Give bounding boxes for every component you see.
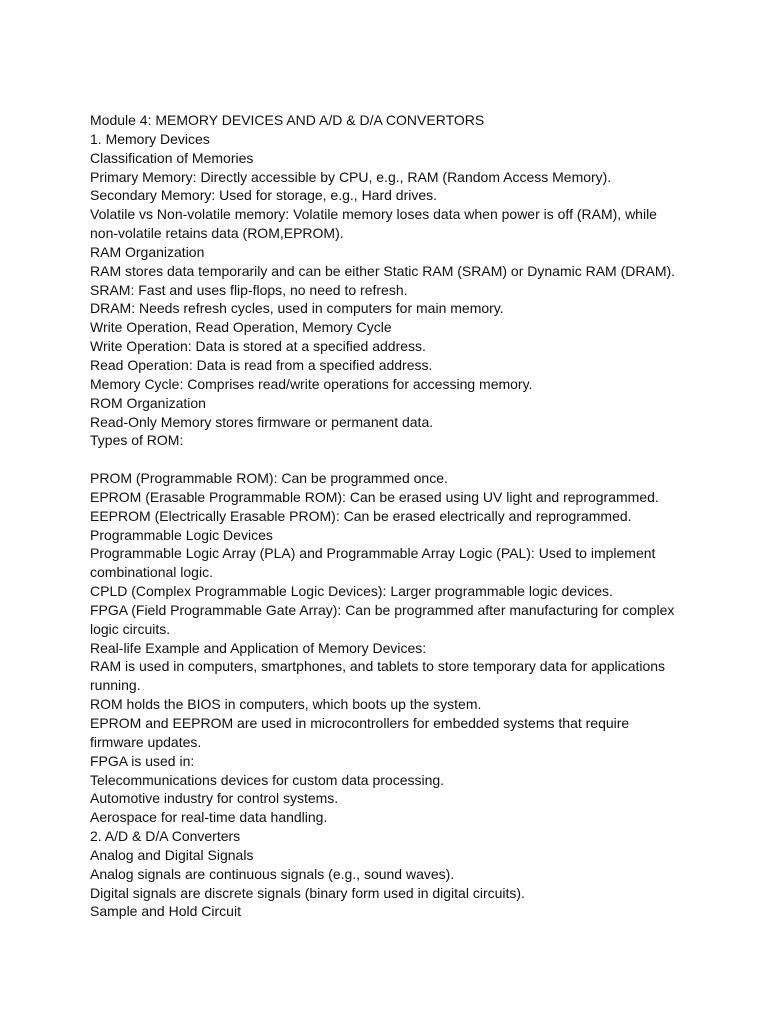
subsection-heading: Sample and Hold Circuit bbox=[90, 903, 241, 920]
subsection-heading: Analog and Digital Signals bbox=[90, 846, 254, 863]
text-line: Automotive industry for control systems. bbox=[90, 790, 339, 807]
text-line: Primary Memory: Directly accessible by CPU, e.g., RAM (Random Access Memory). bbox=[90, 168, 612, 185]
document-title: Module 4: MEMORY DEVICES AND A/D & D/A CONVERTORS bbox=[90, 112, 485, 128]
text-line: PROM (Programmable ROM): Can be programmed once. bbox=[90, 470, 448, 487]
text-line: FPGA is used in: bbox=[90, 752, 195, 769]
text-line: EPROM and EEPROM are used in microcontrollers for embedded systems that require firmware updates. bbox=[90, 715, 630, 750]
section-heading: 2. A/D & D/A Converters bbox=[90, 828, 241, 845]
subsection-heading: Write Operation, Read Operation, Memory Cycle bbox=[90, 319, 392, 336]
text-line: SRAM: Fast and uses flip-flops, no need to refresh. bbox=[90, 281, 408, 298]
text-line: RAM is used in computers, smartphones, and tablets to store temporary data for applications running. bbox=[90, 658, 666, 694]
text-line: Write Operation: Data is stored at a specified address. bbox=[90, 338, 426, 355]
text-line: FPGA (Field Programmable Gate Array): Can be programmed after manufacturing for complex logic circuits. bbox=[90, 601, 675, 637]
text-line: EPROM (Erasable Programmable ROM): Can be erased using UV light and reprogrammed. bbox=[90, 488, 659, 505]
subsection-heading: Real-life Example and Application of Memory Devices: bbox=[90, 639, 427, 656]
text-line: ROM holds the BIOS in computers, which boots up the system. bbox=[90, 696, 482, 713]
text-line: Analog signals are continuous signals (e.g., sound waves). bbox=[90, 865, 455, 882]
text-line: RAM stores data temporarily and can be either Static RAM (SRAM) or Dynamic RAM (DRAM). bbox=[90, 262, 676, 279]
text-line: Digital signals are discrete signals (binary form used in digital circuits). bbox=[90, 884, 525, 901]
blank-line bbox=[90, 450, 680, 469]
text-line: EEPROM (Electrically Erasable PROM): Can be erased electrically and reprogrammed. bbox=[90, 507, 632, 524]
text-line: CPLD (Complex Programmable Logic Devices): Larger programmable logic devices. bbox=[90, 583, 613, 600]
subsection-heading: Classification of Memories bbox=[90, 149, 254, 166]
text-line: Volatile vs Non-volatile memory: Volatile memory loses data when power is off (RAM), while non-volatile retains data (ROM,EPROM). bbox=[90, 206, 657, 242]
subsection-heading: Programmable Logic Devices bbox=[90, 526, 273, 543]
section-heading: 1. Memory Devices bbox=[90, 130, 210, 147]
text-line: Telecommunications devices for custom data processing. bbox=[90, 771, 445, 788]
text-line: DRAM: Needs refresh cycles, used in computers for main memory. bbox=[90, 300, 504, 317]
text-line: Aerospace for real-time data handling. bbox=[90, 809, 328, 826]
subsection-heading: RAM Organization bbox=[90, 243, 205, 260]
text-line: Memory Cycle: Comprises read/write operations for accessing memory. bbox=[90, 375, 533, 392]
text-line: Read-Only Memory stores firmware or permanent data. bbox=[90, 413, 434, 430]
text-line: Secondary Memory: Used for storage, e.g., Hard drives. bbox=[90, 187, 438, 204]
subsection-heading: ROM Organization bbox=[90, 394, 206, 411]
text-line: Read Operation: Data is read from a specified address. bbox=[90, 356, 433, 373]
document-body bbox=[90, 111, 680, 921]
text-line: Programmable Logic Array (PLA) and Programmable Array Logic (PAL): Used to implement combinational logic. bbox=[90, 545, 656, 581]
text-line: Types of ROM: bbox=[90, 432, 184, 449]
